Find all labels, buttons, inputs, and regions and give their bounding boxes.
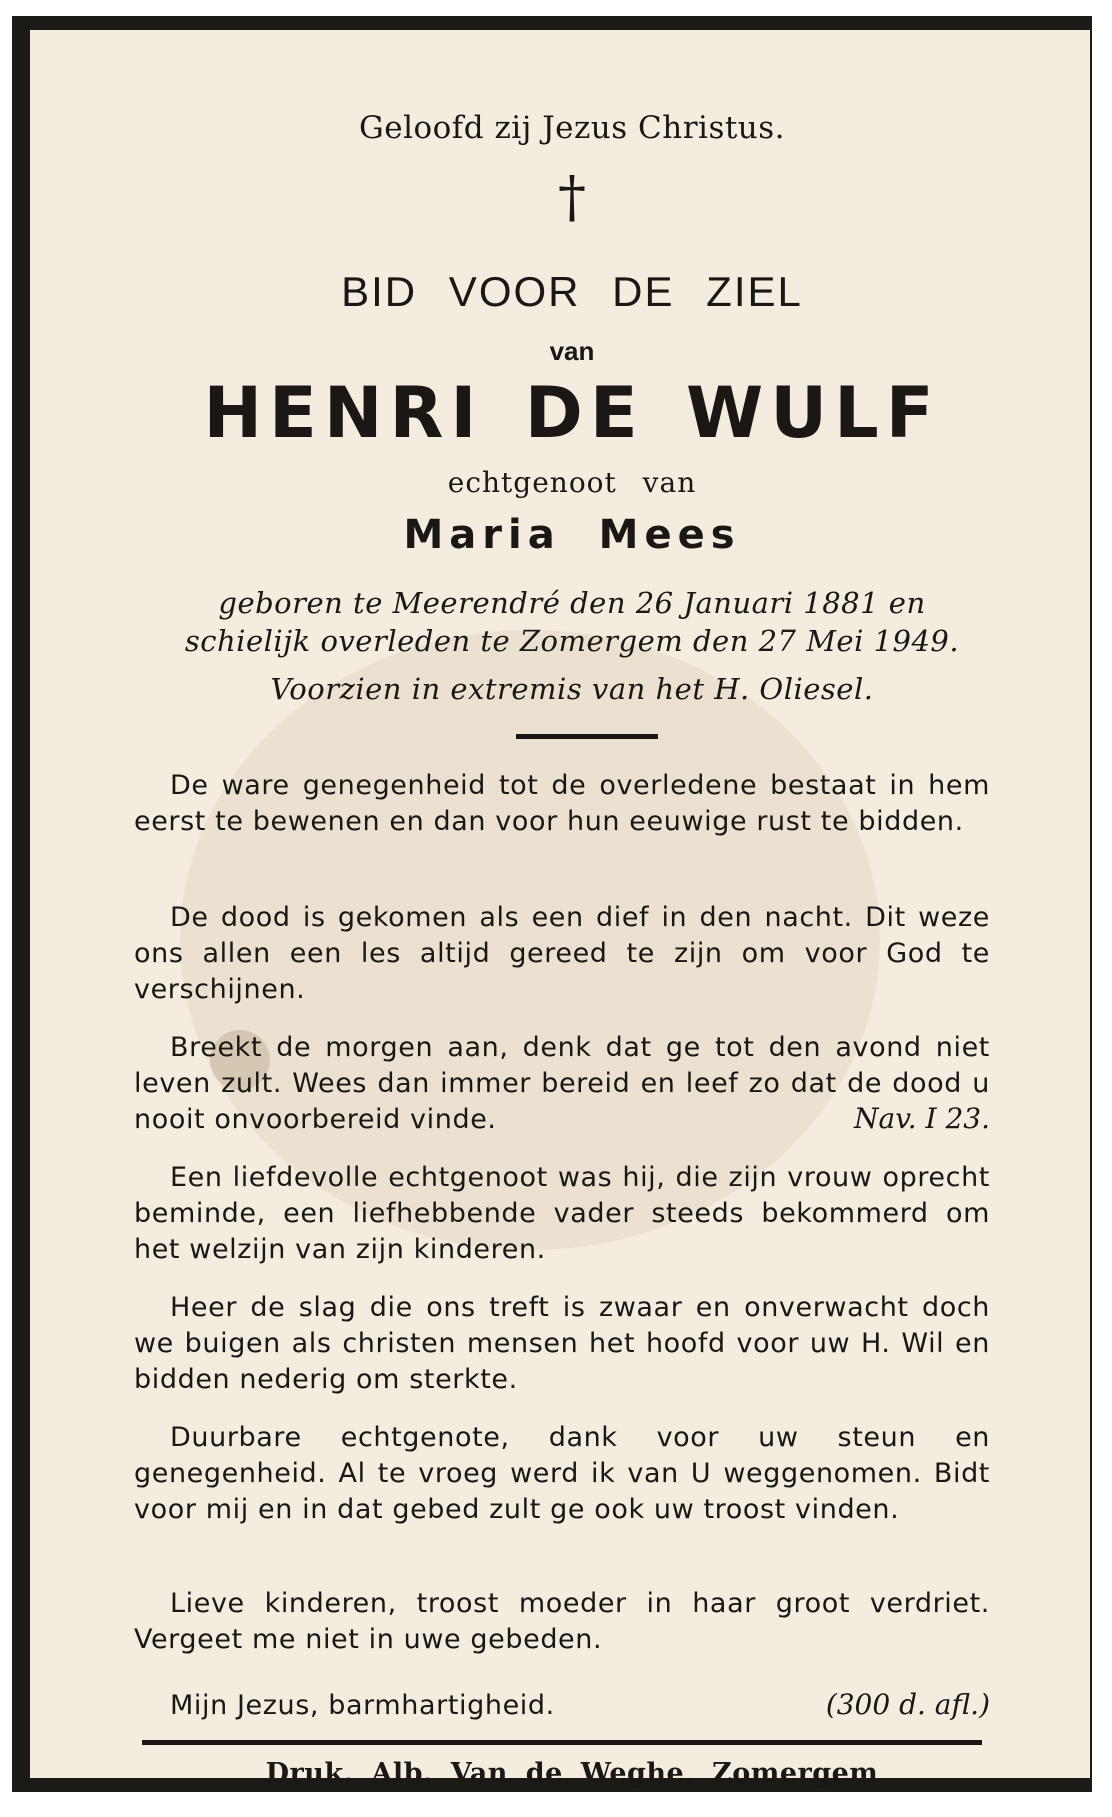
- memorial-card: [12, 16, 1092, 1792]
- birth-line: geboren te Meerendré den 26 Januari 1881 en: [218, 586, 926, 620]
- deceased-name: HENRI DE WULF: [203, 372, 941, 454]
- header-text: Geloofd zij Jezus Christus.: [358, 110, 786, 146]
- spouse-label: echtgenoot van: [447, 466, 697, 499]
- paragraph: Heer de slag die ons treft is zwaar en onverwacht doch we buigen als christen mensen het hoofd voor uw H. Wil en bidden nederig om sterkte.: [134, 1292, 990, 1395]
- spouse-name: Maria Mees: [403, 512, 741, 558]
- paragraph: Een liefdevolle echtgenoot was hij, die zijn vrouw oprecht beminde, een liefhebbende vader steeds bekommerd om het welzijn van zijn kinderen.: [134, 1162, 990, 1265]
- card-title: BID VOOR DE ZIEL: [341, 268, 803, 315]
- paragraph: De ware genegenheid tot de overledene bestaat in hem eerst te bewenen en dan voor hun eeuwige rust te bidden.: [134, 770, 990, 837]
- paragraph: Lieve kinderen, troost moeder in haar groot verdriet. Vergeet me niet in uwe gebeden.: [134, 1588, 990, 1655]
- paragraph: De dood is gekomen als een dief in den nacht. Dit weze ons allen een les altijd gereed te zijn om voor God te verschijnen.: [134, 902, 990, 1005]
- cross-icon: †: [558, 165, 586, 230]
- printer-credit: Druk. Alb. Van de Weghe, Zomergem: [265, 1758, 879, 1789]
- citation: Nav. I 23.: [854, 1102, 990, 1135]
- closing-prayer: Mijn Jezus, barmhartigheid.: [170, 1690, 555, 1721]
- short-divider: [516, 734, 658, 739]
- death-line: schielijk overleden te Zomergem den 27 Mei 1949.: [184, 624, 960, 658]
- long-divider: [142, 1740, 982, 1745]
- sacrament-line: Voorzien in extremis van het H. Oliesel.: [270, 672, 874, 706]
- paragraph: Breekt de morgen aan, denk dat ge tot den avond niet leven zult. Wees dan immer bereid en leef zo dat de dood u nooit onvoorbereid vinde.: [134, 1032, 990, 1135]
- van-label: van: [549, 336, 595, 366]
- indulgence-note: (300 d. afl.): [825, 1688, 990, 1721]
- card-paper: [30, 30, 1090, 1789]
- paragraph: Duurbare echtgenote, dank voor uw steun en genegenheid. Al te vroeg werd ik van U weggenomen. Bidt voor mij en in dat gebed zult ge ook uw troost vinden.: [134, 1422, 990, 1525]
